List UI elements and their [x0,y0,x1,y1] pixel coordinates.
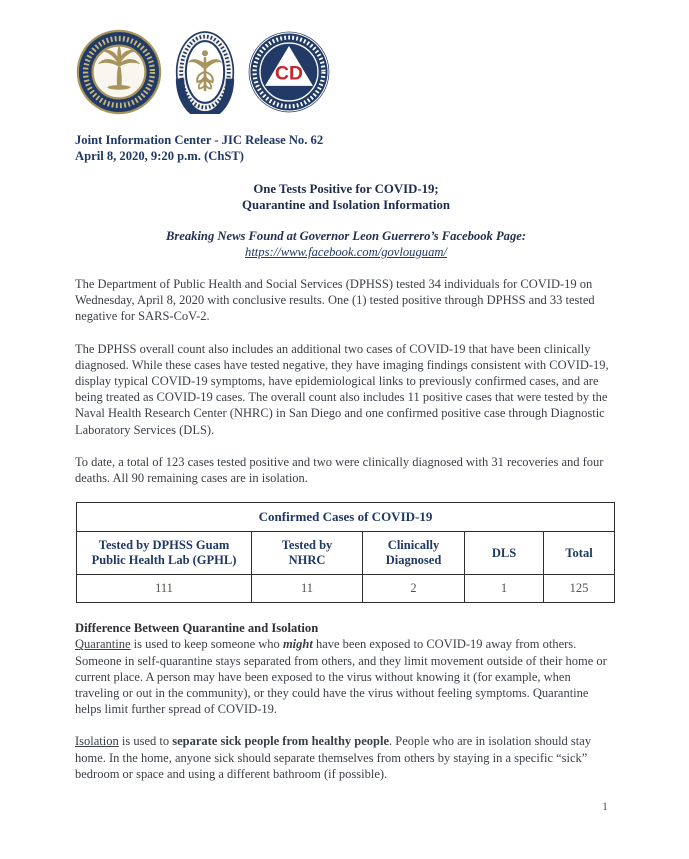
quarantine-emphasis: might [282,637,313,652]
isolation-bold-phrase: separate sick people from healthy people [172,734,390,749]
value-nhrc: 11 [252,575,363,603]
col-header-dls: DLS [465,532,544,575]
value-clinically-diagnosed: 2 [363,575,465,603]
isolation-text-b: . People who are in isolation should stay home. In the home, anyone sick should separate themselves from others by staying in a specific “sick” bedroom or space and using a different bathroom (if possible). [75,734,592,781]
paragraph-overall-count: The DPHSS overall count also includes an additional two cases of COVID-19 that have been clinically diagnosed. While these cases have tested negative, they have imaging findings consistent with COVID-19, display typical COVID-19 symptoms, have epidemiological links to previously confirmed cases, and are being treated as COVID-19 cases. The overall count also includes 11 positive cases that were tested by the Naval Health Research Center (NHRC) in San Diego and one confirmed positive case through Diagnostic Laboratory Services (DLS). [75,341,609,437]
release-number-line: Joint Information Center - JIC Release No. 62 [75,133,324,147]
cd-letters: CD [275,63,303,85]
release-datetime-line: April 8, 2020, 9:20 p.m. (ChST) [75,149,244,163]
quarantine-text-b: have been exposed to COVID-19 away from others. Someone in self-quarantine stays separated from others, and they limit movement outside of their home or current place. A person may have been exposed to the virus without knowing it (for example, when traveling or out in the community), or they could have the virus without feeling symptoms. Quarantine helps limit further spread of COVID-19. [75,637,607,717]
quarantine-paragraph [75,636,617,717]
paragraph-totals: To date, a total of 123 cases tested positive and two were clinically diagnosed with 31 recoveries and four deaths. All 90 remaining cases are in isolation. [75,454,604,486]
governor-of-guam-seal-icon [75,28,163,121]
value-gphl: 111 [77,575,252,603]
table-title: Confirmed Cases of COVID-19 [77,503,615,532]
page-number: 1 [602,799,608,813]
col-header-nhrc: Tested by NHRC [252,532,363,575]
quarantine-text-a: is used to keep someone who [130,637,283,652]
facebook-link[interactable]: https://www.facebook.com/govlouguam/ [245,245,447,259]
agency-seals-row [75,28,617,120]
value-total: 125 [544,575,615,603]
value-dls: 1 [465,575,544,603]
public-health-seal-icon [175,30,235,119]
isolation-text-a: is used to [118,734,173,749]
breaking-news-label: Breaking News Found at Governor Leon Guerrero’s Facebook Page: [165,229,527,243]
confirmed-cases-table [76,502,615,603]
title-line-1: One Tests Positive for COVID-19; [253,182,439,196]
isolation-paragraph [75,733,617,782]
isolation-term: Isolation [75,734,119,749]
col-header-total: Total [544,532,615,575]
title-line-2: Quarantine and Isolation Information [242,198,450,212]
release-header [75,132,617,164]
col-header-gphl: Tested by DPHSS Guam Public Health Lab (GPHL) [77,532,252,575]
document-title [75,181,617,213]
breaking-news-block [75,228,617,260]
civil-defense-seal-icon [247,30,331,119]
paragraph-test-results: The Department of Public Health and Social Services (DPHSS) tested 34 individuals for COVID-19 on Wednesday, April 8, 2020 with conclusive results. One (1) tested positive through DPHSS and 33 tested negative for SARS-CoV-2. [75,277,595,324]
quarantine-term: Quarantine [75,637,131,652]
col-header-clinically-diagnosed: Clinically Diagnosed [363,532,465,575]
difference-section-heading: Difference Between Quarantine and Isolation [75,621,319,636]
